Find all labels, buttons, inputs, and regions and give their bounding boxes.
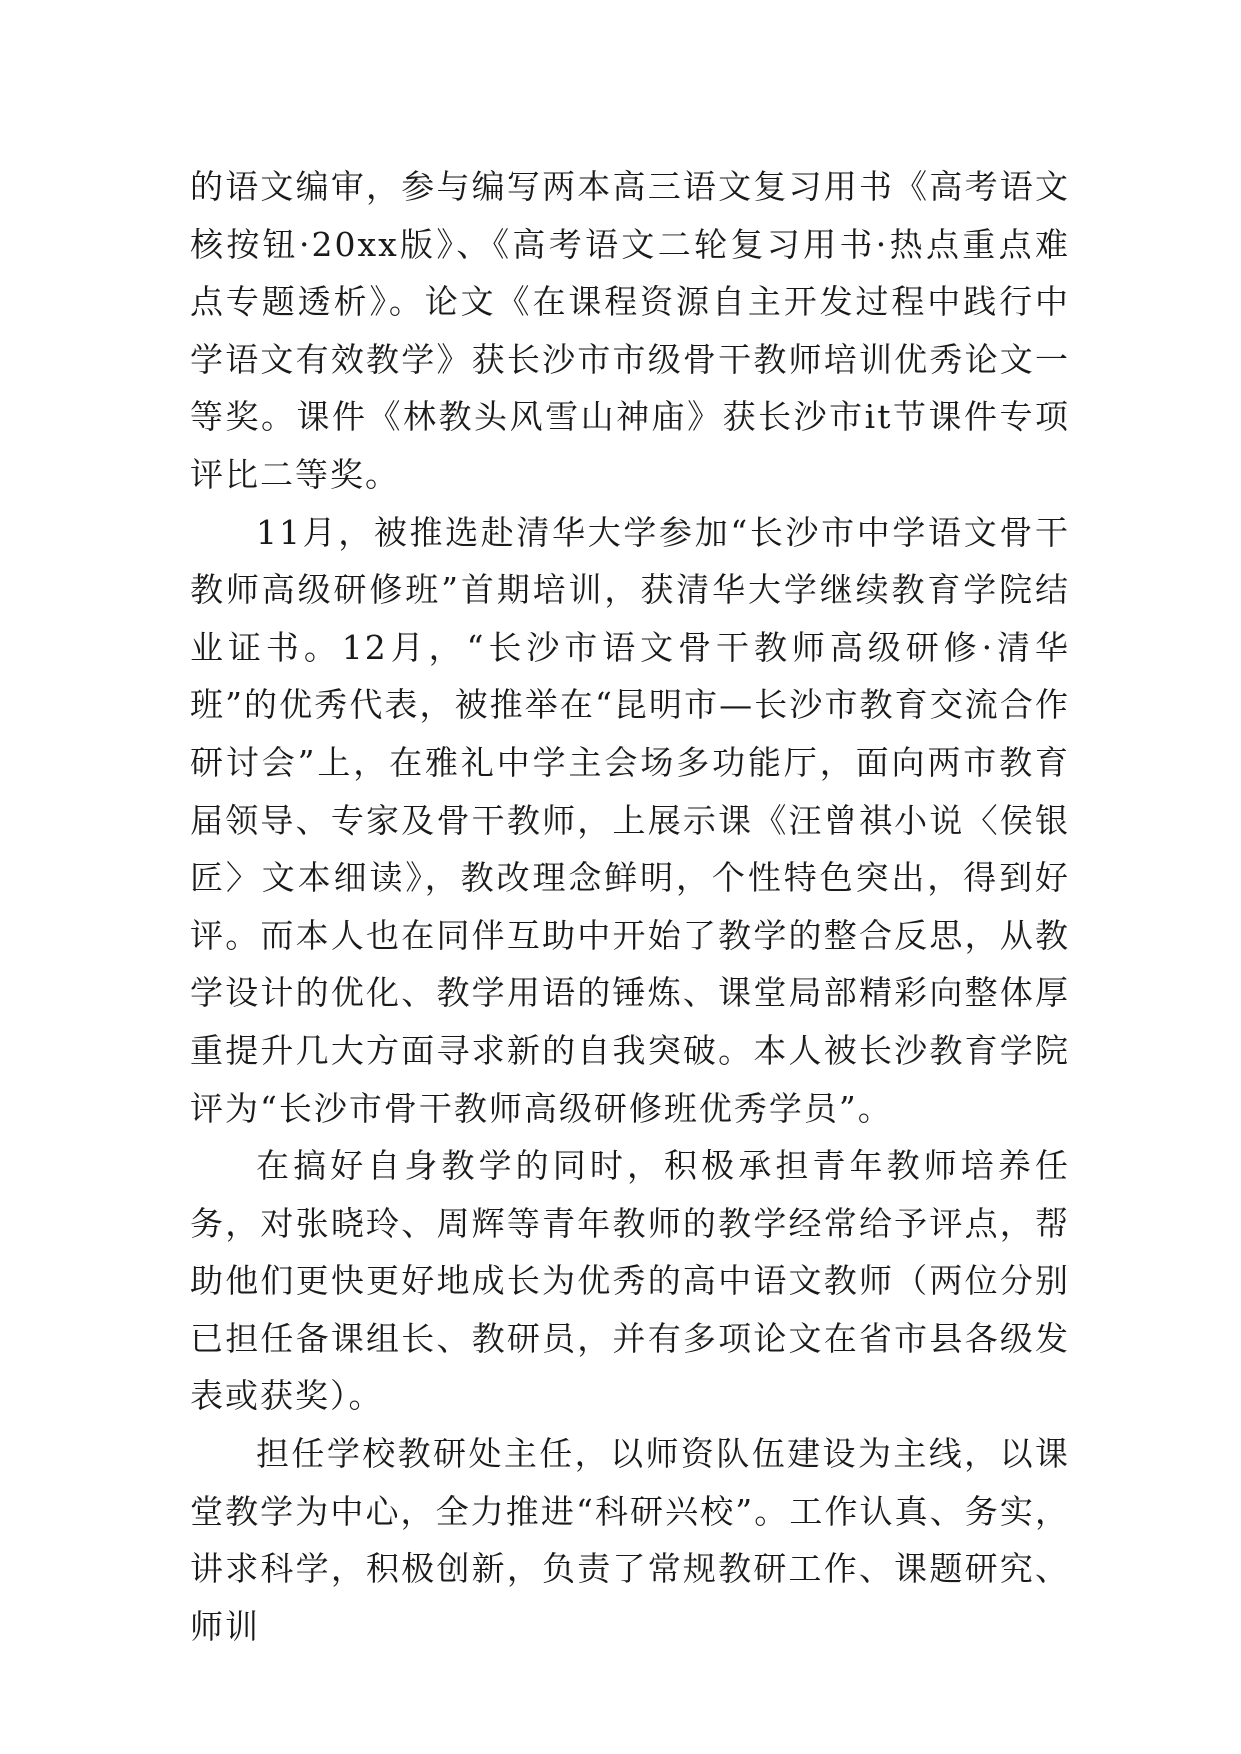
paragraph-3: 在搞好自身教学的同时，积极承担青年教师培养任务，对张晓玲、周辉等青年教师的教学经常给予评点，帮助他们更快更好地成长为优秀的高中语文教师（两位分别已担任备课组长、教研员，并有多项论文在省市县各级发表或获奖）。 (190, 1146, 1070, 1416)
document-body (190, 158, 1070, 1655)
paragraph-4: 担任学校教研处主任，以师资队伍建设为主线，以课堂教学为中心，全力推进“科研兴校”。工作认真、务实，讲求科学，积极创新，负责了常规教研工作、课题研究、师训 (190, 1434, 1070, 1646)
paragraph-1: 的语文编审，参与编写两本高三语文复习用书《高考语文核按钮·20xx版》、《高考语文二轮复习用书·热点重点难点专题透析》。论文《在课程资源自主开发过程中践行中学语文有效教学》获长沙市市级骨干教师培训优秀论文一等奖。课件《林教头风雪山神庙》获长沙市it节课件专项评比二等奖。 (190, 167, 1070, 494)
paragraph-2: 11月，被推选赴清华大学参加“长沙市中学语文骨干教师高级研修班”首期培训，获清华大学继续教育学院结业证书。12月，“长沙市语文骨干教师高级研修·清华班”的优秀代表，被推举在“昆明市—长沙市教育交流合作研讨会”上，在雅礼中学主会场多功能厅，面向两市教育届领导、专家及骨干教师，上展示课《汪曾祺小说〈侯银匠〉文本细读》，教改理念鲜明，个性特色突出，得到好评。而本人也在同伴互助中开始了教学的整合反思，从教学设计的优化、教学用语的锤炼、课堂局部精彩向整体厚重提升几大方面寻求新的自我突破。本人被长沙教育学院评为“长沙市骨干教师高级研修班优秀学员”。 (190, 512, 1070, 1128)
